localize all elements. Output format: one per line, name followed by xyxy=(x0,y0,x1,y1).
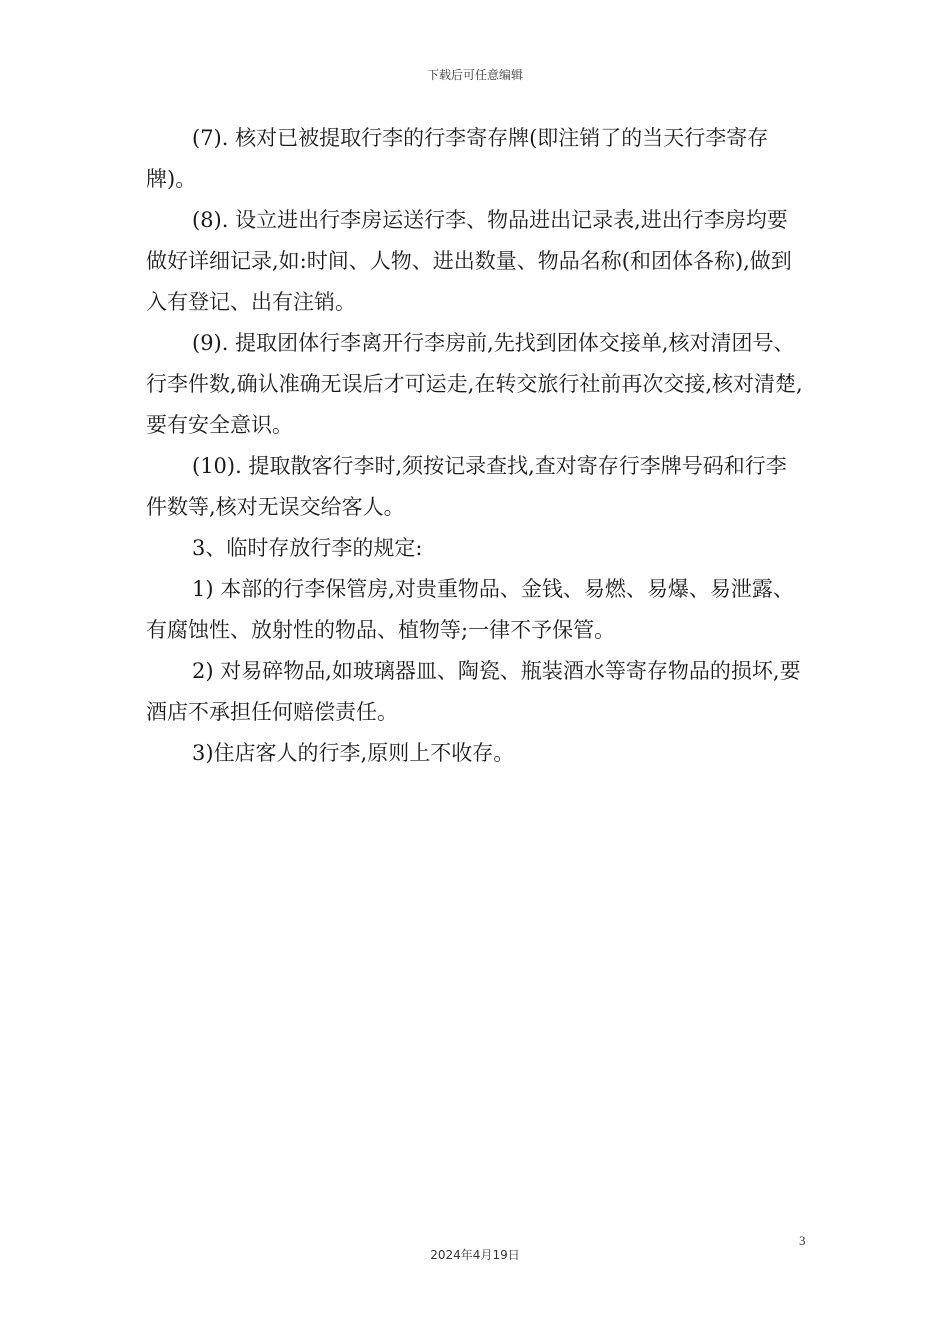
paragraph-9: (9). 提取团体行李离开行李房前,先找到团体交接单,核对清团号、行李件数,确认准确无误后才可运走,在转交旅行社前再次交接,核对清楚,要有安全意识。 xyxy=(146,331,803,437)
page-header: 下载后可任意编辑 xyxy=(426,68,523,82)
rule-1: 1) 本部的行李保管房,对贵重物品、金钱、易燃、易爆、易泄露、有腐蚀性、放射性的物品、植物等;一律不予保管。 xyxy=(146,577,794,642)
paragraph-10: (10). 提取散客行李时,须按记录查找,查对寄存行李牌号码和行李件数等,核对无误交给客人。 xyxy=(146,454,787,519)
page-number: 3 xyxy=(799,1233,806,1248)
document-body xyxy=(146,118,806,774)
section-heading: 3、临时存放行李的规定: xyxy=(192,536,423,560)
rule-3: 3)住店客人的行李,原则上不收存。 xyxy=(192,741,515,765)
footer-date: 2024年4月19日 xyxy=(430,1248,520,1262)
paragraph-7: (7). 核对已被提取行李的行李寄存牌(即注销了的当天行李寄存牌)。 xyxy=(146,126,769,191)
paragraph-8: (8). 设立进出行李房运送行李、物品进出记录表,进出行李房均要做好详细记录,如:时间、人物、进出数量、物品名称(和团体各称),做到入有登记、出有注销。 xyxy=(146,208,792,314)
rule-2: 2) 对易碎物品,如玻璃器皿、陶瓷、瓶装酒水等寄存物品的损坏,要酒店不承担任何赔偿责任。 xyxy=(146,659,801,724)
